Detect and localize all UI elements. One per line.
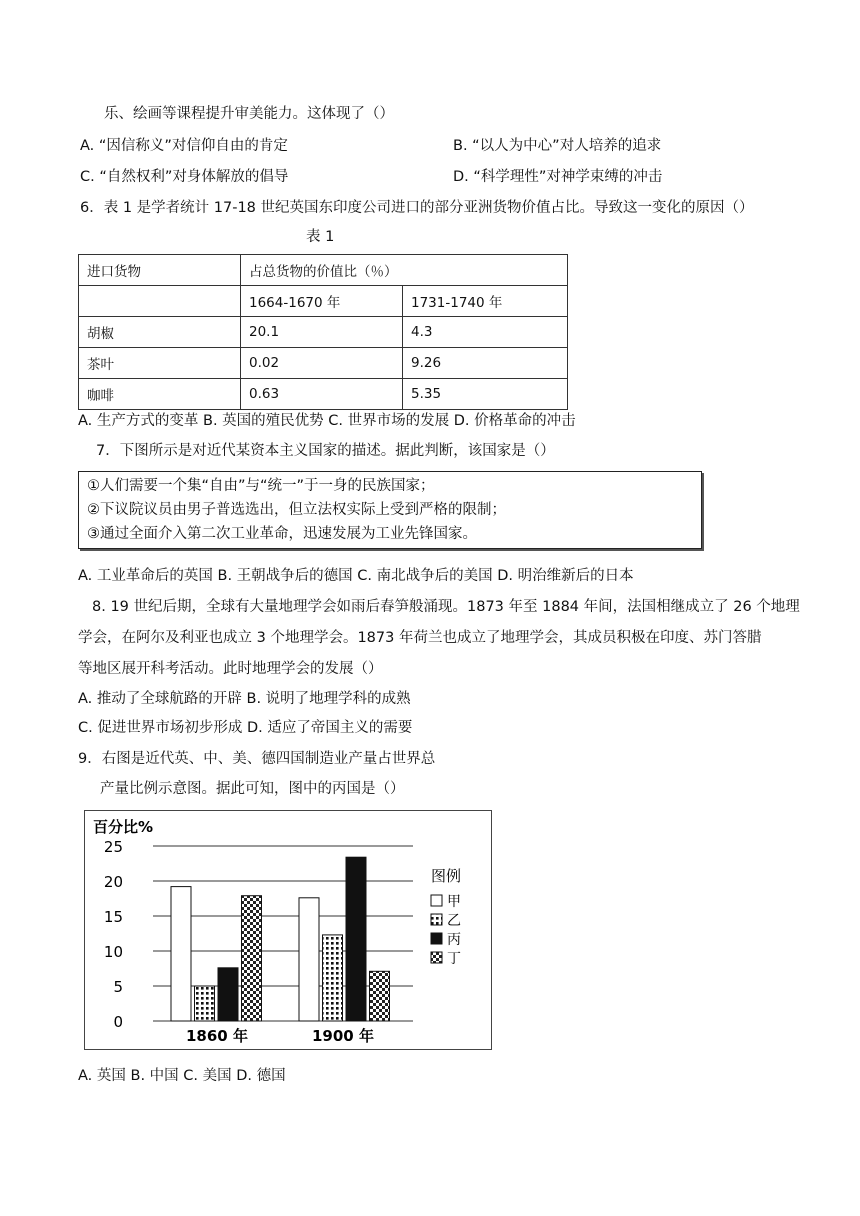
- legend-swatch: [431, 895, 442, 906]
- table-header-row: [79, 255, 568, 286]
- q7-line-2: ②下议院议员由男子普选选出，但立法权实际上受到严格的限制；: [87, 502, 506, 518]
- legend-swatch: [431, 914, 442, 925]
- q7-line-1: ①人们需要一个集“自由”与“统一”于一身的民族国家；: [87, 478, 435, 494]
- table-cell: 5.35: [403, 379, 568, 410]
- q7-description-box: [78, 471, 702, 549]
- table-row: [79, 348, 568, 379]
- q9-options: A. 英国 B. 中国 C. 美国 D. 德国: [78, 1068, 286, 1084]
- legend-swatch: [431, 952, 442, 963]
- q7-options: A. 工业革命后的英国 B. 王朝战争后的德国 C. 南北战争后的美国 D. 明治维新后的日本: [78, 568, 634, 584]
- legend-swatch: [431, 933, 442, 944]
- table-row: [79, 317, 568, 348]
- legend-title: 图例: [431, 867, 462, 885]
- table-subheader-row: [79, 286, 568, 317]
- q8-options-cd: C. 促进世界市场初步形成 D. 适应了帝国主义的需要: [78, 720, 413, 736]
- table-subheader-cell: [79, 286, 241, 317]
- x-category-label: 1860 年: [186, 1027, 248, 1045]
- table-cell: 咖啡: [79, 379, 241, 410]
- table-cell: 茶叶: [79, 348, 241, 379]
- y-tick-label: 5: [113, 978, 123, 996]
- q6-stem: 6．表 1 是学者统计 17-18 世纪英国东印度公司进口的部分亚洲货物价值占比。导致这一变化的原因（）: [80, 200, 754, 216]
- bar-乙-0: [195, 986, 215, 1021]
- table-cell: 胡椒: [79, 317, 241, 348]
- table-title: 表 1: [306, 229, 335, 245]
- bar-甲-0: [171, 887, 191, 1021]
- y-tick-label: 0: [113, 1013, 123, 1031]
- table-subheader-cell: 1731-1740 年: [403, 286, 568, 317]
- q8-line-2: 学会，在阿尔及利亚也成立 3 个地理学会。1873 年荷兰也成立了地理学会，其成员积极在印度、苏门答腊: [78, 630, 762, 646]
- q8-line-1: 8. 19 世纪后期，全球有大量地理学会如雨后春笋般涌现。1873 年至 1884 年间，法国相继成立了 26 个地理: [92, 599, 800, 615]
- legend-label: 丁: [447, 951, 461, 967]
- q8-options-ab: A. 推动了全球航路的开辟 B. 说明了地理学科的成熟: [78, 691, 411, 707]
- table-header-cell: 进口货物: [79, 255, 241, 286]
- legend-label: 甲: [447, 894, 461, 910]
- bar-丙-1: [346, 857, 366, 1021]
- y-tick-label: 20: [103, 873, 123, 891]
- legend-label: 丙: [447, 932, 461, 948]
- bar-丁-1: [370, 971, 390, 1021]
- table-cell: 20.1: [241, 317, 403, 348]
- legend-label: 乙: [447, 913, 461, 929]
- q7-line-3: ③通过全面介入第二次工业革命，迅速发展为工业先锋国家。: [87, 526, 477, 542]
- bar-甲-1: [299, 898, 319, 1021]
- table-cell: 0.63: [241, 379, 403, 410]
- q6-options: A. 生产方式的变革 B. 英国的殖民优势 C. 世界市场的发展 D. 价格革命的冲击: [78, 413, 576, 429]
- y-axis-label: 百分比%: [93, 818, 154, 836]
- q9-line-1: 9．右图是近代英、中、美、德四国制造业产量占世界总: [78, 751, 436, 767]
- table-row: [79, 379, 568, 410]
- q5-option-c: C. “自然权利”对身体解放的倡导: [80, 169, 289, 185]
- q8-line-3: 等地区展开科考活动。此时地理学会的发展（）: [78, 661, 383, 677]
- bar-乙-1: [323, 935, 343, 1021]
- q7-stem: 7．下图所示是对近代某资本主义国家的描述。据此判断，该国家是（）: [96, 443, 555, 459]
- q5-option-d: D. “科学理性”对神学束缚的冲击: [453, 169, 663, 185]
- bar-丙-0: [218, 968, 238, 1021]
- y-tick-label: 10: [103, 943, 123, 961]
- table-subheader-cell: 1664-1670 年: [241, 286, 403, 317]
- q9-line-2: 产量比例示意图。据此可知，图中的丙国是（）: [100, 781, 405, 797]
- table-cell: 0.02: [241, 348, 403, 379]
- bar-chart-svg: [85, 811, 491, 1049]
- bar-丁-0: [242, 896, 262, 1021]
- data-table: [78, 254, 568, 410]
- y-tick-label: 15: [103, 908, 123, 926]
- q5-option-a: A. “因信称义”对信仰自由的肯定: [80, 138, 288, 154]
- q5-stem-tail: 乐、绘画等课程提升审美能力。这体现了（）: [104, 106, 394, 122]
- bar-chart: [84, 810, 492, 1050]
- table-header-cell: 占总货物的价值比（％）: [241, 255, 568, 286]
- x-category-label: 1900 年: [312, 1027, 374, 1045]
- table-cell: 4.3: [403, 317, 568, 348]
- q5-option-b: B. “以人为中心”对人培养的追求: [453, 138, 662, 154]
- table-cell: 9.26: [403, 348, 568, 379]
- y-tick-label: 25: [103, 838, 123, 856]
